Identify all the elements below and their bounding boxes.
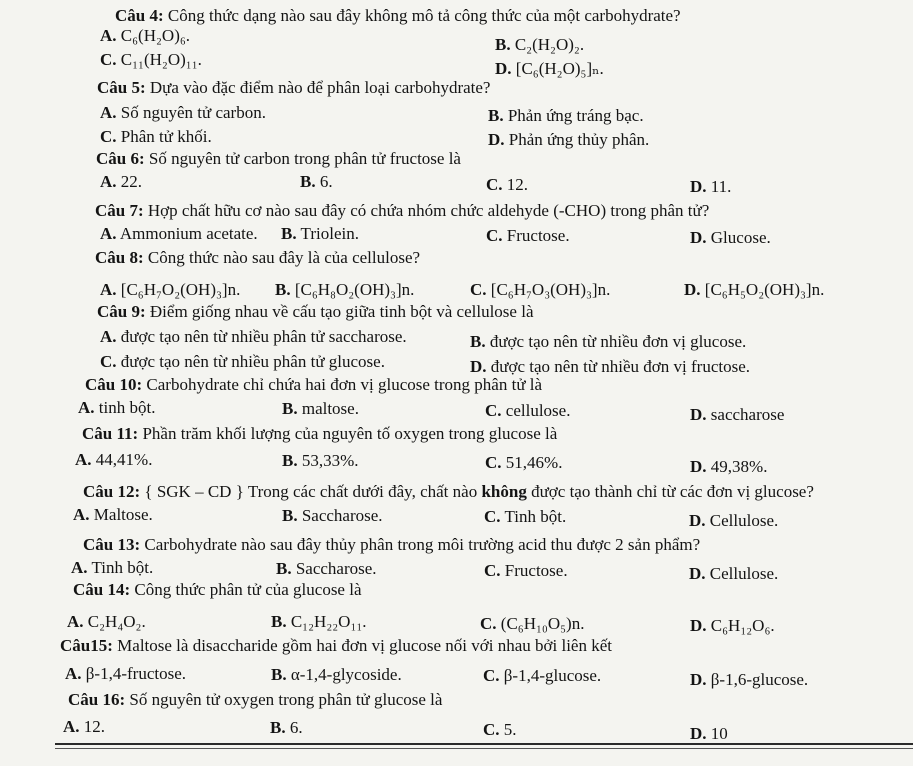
- page-divider: [55, 743, 913, 745]
- question-4: [115, 6, 681, 26]
- option-d[interactable]: D. Glucose.: [690, 228, 771, 247]
- option-b[interactable]: B. 6.: [270, 718, 303, 737]
- option-d[interactable]: D. Cellulose.: [689, 511, 779, 530]
- option-c[interactable]: C. được tạo nên từ nhiều phân tử glucose.: [100, 352, 385, 371]
- option-c[interactable]: C. (C₆H₁₀O₅)n.: [480, 614, 585, 633]
- option-c[interactable]: C. [C₆H₇O₃(OH)₃]n.: [470, 280, 611, 299]
- option-d[interactable]: D. 10: [690, 724, 728, 743]
- question-15: Câu15: Maltose là disaccharide gồm hai đơn vị glucose nối với nhau bởi liên kết: [60, 636, 612, 655]
- question-14: Câu 14: Công thức phân tử của glucose là: [73, 580, 362, 599]
- option-a[interactable]: A. tinh bột.: [78, 398, 156, 417]
- option-c[interactable]: C. β-1,4-glucose.: [483, 666, 602, 685]
- option-c[interactable]: C. Phân tử khối.: [100, 127, 212, 146]
- option-b[interactable]: B. Saccharose.: [276, 559, 377, 578]
- option-c[interactable]: C. 5.: [483, 720, 517, 739]
- option-d[interactable]: D. 11.: [690, 177, 732, 196]
- question-10: Câu 10: Carbohydrate chỉ chứa hai đơn vị glucose trong phân tử là: [85, 375, 543, 394]
- option-b[interactable]: B. maltose.: [282, 399, 359, 418]
- question-9: Câu 9: Điểm giống nhau về cấu tạo giữa tinh bột và cellulose là: [97, 302, 534, 321]
- option-b[interactable]: B. Triolein.: [281, 224, 359, 243]
- option-c[interactable]: C. 51,46%.: [485, 453, 563, 472]
- option-b[interactable]: B. [C₆H₈O₂(OH)₃]n.: [275, 280, 415, 299]
- page-divider-thin: [55, 748, 913, 749]
- option-b[interactable]: B. Saccharose.: [282, 506, 383, 525]
- option-a[interactable]: A. 22.: [100, 172, 143, 191]
- question-8: Câu 8: Công thức nào sau đây là của cellulose?: [95, 248, 421, 267]
- question-text: Công thức dạng nào sau đây không mô tả công thức của một carbohydrate?: [167, 6, 681, 25]
- option-d[interactable]: D. saccharose: [690, 405, 785, 424]
- question-12: Câu 12: { SGK – CD } Trong các chất dưới đây, chất nào không được tạo thành chỉ từ các đơn vị glucose?: [83, 482, 814, 501]
- option-c[interactable]: C. Fructose.: [484, 561, 568, 580]
- question-13: Câu 13: Carbohydrate nào sau đây thủy phân trong môi trường acid thu được 2 sản phẩm?: [83, 535, 701, 554]
- emphasis-word: không: [481, 482, 527, 501]
- option-b[interactable]: B. Phản ứng tráng bạc.: [488, 106, 644, 125]
- option-a[interactable]: A. C₂H₄O₂.: [67, 612, 146, 631]
- option-c[interactable]: C. Tinh bột.: [484, 507, 567, 526]
- option-d[interactable]: D. β-1,6-glucose.: [690, 670, 809, 689]
- question-7: Câu 7: Hợp chất hữu cơ nào sau đây có chứa nhóm chức aldehyde (-CHO) trong phân tử?: [95, 201, 710, 220]
- option-a[interactable]: A. 12.: [63, 717, 106, 736]
- option-b[interactable]: B. 6.: [300, 172, 333, 191]
- option-d[interactable]: D. C₆H₁₂O₆.: [690, 616, 775, 635]
- source-tag: { SGK – CD }: [144, 482, 244, 501]
- option-d[interactable]: D. 49,38%.: [690, 457, 768, 476]
- option-a[interactable]: A. Số nguyên tử carbon.: [100, 103, 266, 122]
- option-a[interactable]: A. 44,41%.: [75, 450, 153, 469]
- option-b[interactable]: B. α-1,4-glycoside.: [271, 665, 402, 684]
- question-16: Câu 16: Số nguyên tử oxygen trong phân tử glucose là: [68, 690, 443, 709]
- option-d[interactable]: D. [C₆(H₂O)₅]ₙ.: [495, 59, 604, 78]
- option-a[interactable]: A. β-1,4-fructose.: [65, 664, 187, 683]
- option-a[interactable]: A. Tinh bột.: [71, 558, 154, 577]
- option-a[interactable]: A. được tạo nên từ nhiều phân tử saccharose.: [100, 327, 407, 346]
- option-b[interactable]: B. C₂(H₂O)₂.: [495, 35, 585, 54]
- question-5: Câu 5: Dựa vào đặc điểm nào để phân loại carbohydrate?: [97, 78, 491, 97]
- option-c[interactable]: C. C₁₁(H₂O)₁₁.: [100, 50, 202, 69]
- question-label: Câu 4:: [115, 6, 164, 25]
- option-c[interactable]: C. 12.: [486, 175, 529, 194]
- option-a[interactable]: A. Maltose.: [73, 505, 153, 524]
- question-6: Câu 6: Số nguyên tử carbon trong phân tử fructose là: [96, 149, 461, 168]
- option-d[interactable]: D. [C₆H₅O₂(OH)₃]n.: [684, 280, 825, 299]
- option-d[interactable]: D. Phản ứng thủy phân.: [488, 130, 650, 149]
- question-11: Câu 11: Phần trăm khối lượng của nguyên tố oxygen trong glucose là: [82, 424, 558, 443]
- option-a[interactable]: A. Ammonium acetate.: [100, 224, 258, 243]
- option-b[interactable]: B. 53,33%.: [282, 451, 359, 470]
- option-b[interactable]: B. được tạo nên từ nhiều đơn vị glucose.: [470, 332, 747, 351]
- option-a[interactable]: A. [C₆H₇O₂(OH)₃]n.: [100, 280, 241, 299]
- option-c[interactable]: C. cellulose.: [485, 401, 571, 420]
- option-a[interactable]: A. C₆(H₂O)₆.: [100, 26, 191, 45]
- option-d[interactable]: D. được tạo nên từ nhiều đơn vị fructose.: [470, 357, 751, 376]
- option-b[interactable]: B. C₁₂H₂₂O₁₁.: [271, 612, 367, 631]
- option-d[interactable]: D. Cellulose.: [689, 564, 779, 583]
- option-c[interactable]: C. Fructose.: [486, 226, 570, 245]
